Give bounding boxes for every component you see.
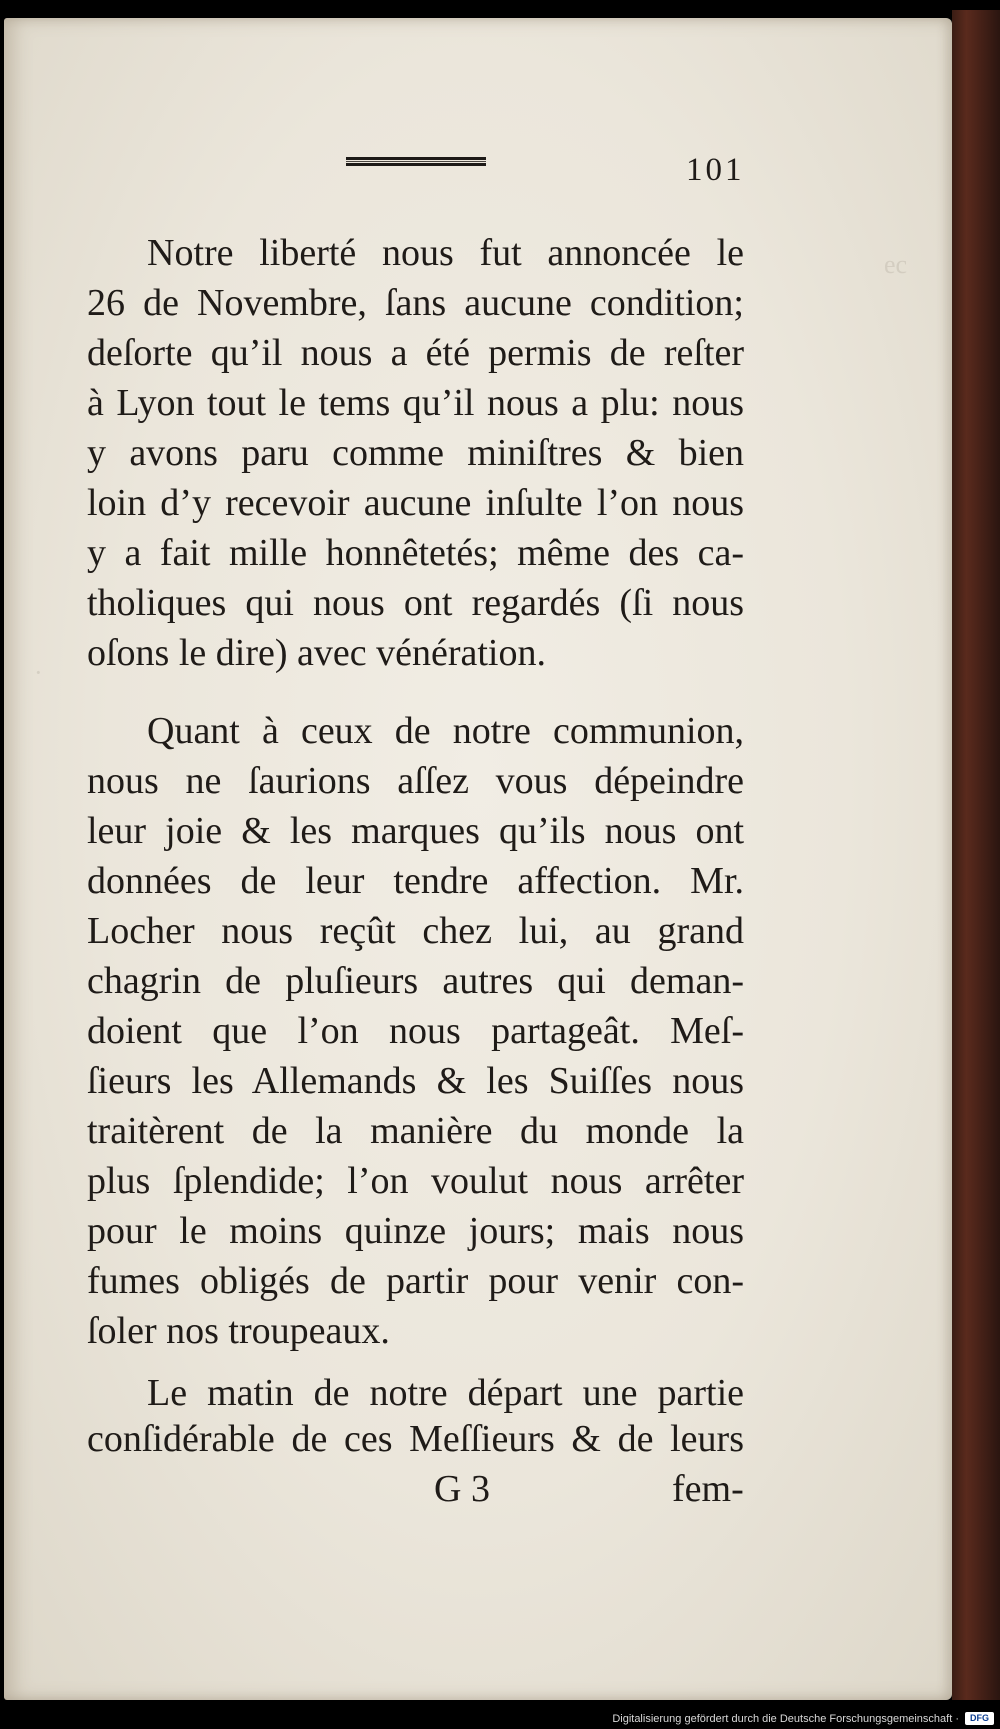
catchword: fem-	[672, 1468, 744, 1510]
dfg-logo: DFG	[965, 1712, 994, 1725]
text-line: pour le moins quinze jours; mais nous	[87, 1210, 744, 1252]
text-line: Le matin de notre départ une partie	[147, 1372, 744, 1414]
text-line: traitèrent de la manière du monde la	[87, 1110, 744, 1152]
text-line: tholiques qui nous ont regardés (ſi nous	[87, 582, 744, 624]
text-line: conſidérable de ces Meſſieurs & de leurs	[87, 1418, 744, 1460]
text-line: chagrin de pluſieurs autres qui deman-	[87, 960, 744, 1002]
text-line: loin d’y recevoir aucune inſulte l’on nous	[87, 482, 744, 524]
text-line: à Lyon tout le tems qu’il nous a plu: nous	[87, 382, 744, 424]
text-line: y a fait mille honnêtetés; même des ca-	[87, 532, 744, 574]
text-line: Quant à ceux de notre communion,	[147, 710, 744, 752]
text-line: doient que l’on nous partageât. Meſ-	[87, 1010, 744, 1052]
text-line: données de leur tendre affection. Mr.	[87, 860, 744, 902]
text-line: leur joie & les marques qu’ils nous ont	[87, 810, 744, 852]
text-line: ſoler nos troupeaux.	[87, 1310, 390, 1352]
text-line: Locher nous reçût chez lui, au grand	[87, 910, 744, 952]
text-line: oſons le dire) avec vénération.	[87, 632, 546, 674]
text-line: Notre liberté nous fut annoncée le	[147, 232, 744, 274]
text-line: fumes obligés de partir pour venir con-	[87, 1260, 744, 1302]
text-line: nous ne ſaurions aſſez vous dépeindre	[87, 760, 744, 802]
text-line: plus ſplendide; l’on voulut nous arrêter	[87, 1160, 744, 1202]
book-binding-edge	[952, 10, 1000, 1700]
text-line: y avons paru comme miniſtres & bien	[87, 432, 744, 474]
page-number: 101	[686, 152, 745, 188]
text-line: ſieurs les Allemands & les Suiſſes nous	[87, 1060, 744, 1102]
text-line: 26 de Novembre, ſans aucune condition;	[87, 282, 744, 324]
show-through-mark: ec	[884, 250, 908, 279]
signature-mark: G 3	[434, 1468, 490, 1510]
digitization-credit: Digitalisierung gefördert durch die Deutsche Forschungsgemeinschaft ·	[612, 1713, 959, 1725]
header-ornament-rule	[346, 157, 486, 166]
text-line: deſorte qu’il nous a été permis de reſter	[87, 332, 744, 374]
show-through-mark: ·	[34, 658, 43, 687]
